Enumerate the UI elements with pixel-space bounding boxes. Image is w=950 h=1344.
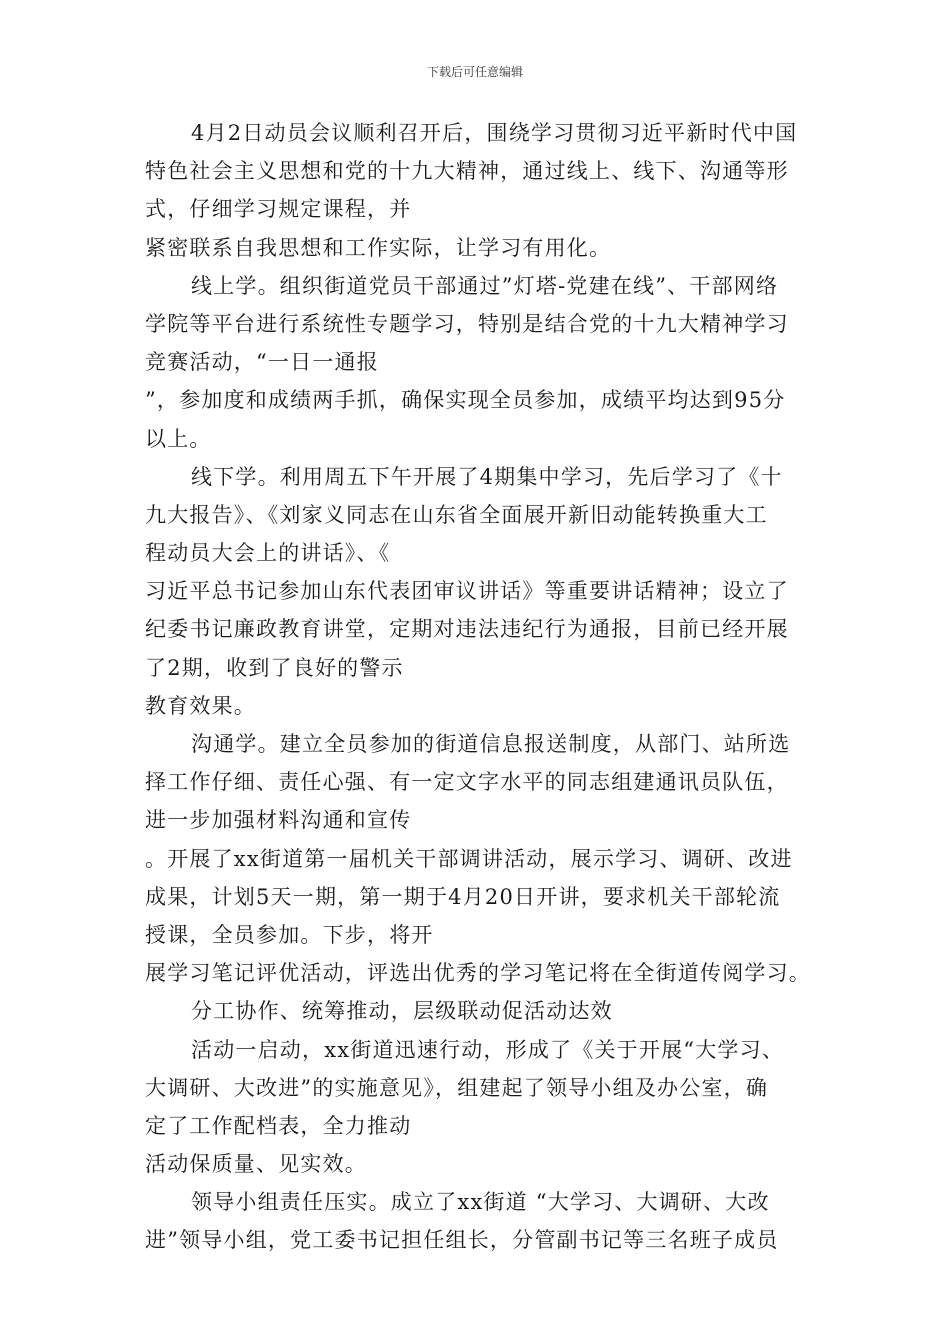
paragraph [145, 725, 815, 840]
text-line: 竞赛活动，“一日一通报 [145, 350, 379, 375]
text-line: 择工作仔细、责任心强、有一定文字水平的同志组建通讯员队伍， [145, 770, 789, 795]
paragraph [145, 1183, 815, 1259]
text-line: 程动员大会上的讲话》、《 [145, 541, 391, 566]
paragraph [145, 381, 815, 457]
text-line: 九大报告》、《刘家义同志在山东省全面展开新旧动能转换重大工 [145, 502, 768, 527]
text-line: 分工协作、统筹推动，层级联动促活动达效 [191, 999, 613, 1024]
text-line: 式，仔细学习规定课程，并 [145, 197, 412, 222]
paragraph [145, 687, 815, 725]
text-line: 进”领导小组，党工委书记担任组长，分管副书记等三名班子成员 [145, 1228, 779, 1253]
text-line: ”，参加度和成绩两手抓，确保实现全员参加，成绩平均达到95分 [145, 388, 786, 413]
text-line: 大调研、大改进”的实施意见》，组建起了领导小组及办公室，确 [145, 1075, 769, 1100]
text-line: 紧密联系自我思想和工作实际，让学习有用化。 [145, 235, 612, 260]
document-body [145, 114, 815, 1260]
text-line: 活动一启动，xx街道迅速行动，形成了《关于开展“大学习、 [191, 1037, 785, 1062]
text-line: 成果，计划5天一期，第一期于4月20日开讲，要求机关干部轮流 [145, 884, 781, 909]
page-header: 下载后可任意编辑 [426, 65, 523, 79]
paragraph [145, 992, 815, 1030]
text-line: 学院等平台进行系统性专题学习，特别是结合党的十九大精神学习 [145, 311, 789, 336]
paragraph [145, 267, 815, 382]
text-line: 特色社会主义思想和党的十九大精神，通过线上、线下、沟通等形 [145, 159, 789, 184]
paragraph [145, 229, 815, 267]
text-line: 了2期，收到了良好的警示 [145, 655, 404, 680]
text-line: 线上学。组织街道党员干部通过”灯塔-党建在线”、干部网络 [191, 273, 779, 298]
text-line: 习近平总书记参加山东代表团审议讲话》等重要讲话精神；设立了 [145, 579, 789, 604]
paragraph [145, 1031, 815, 1146]
text-line: 定了工作配档表，全力推动 [145, 1113, 412, 1138]
text-line: 沟通学。建立全员参加的街道信息报送制度，从部门、站所选 [191, 732, 791, 756]
text-line: 展学习笔记评优活动，评选出优秀的学习笔记将在全街道传阅学习。 [145, 961, 811, 986]
text-line: 进一步加强材料沟通和宣传 [145, 808, 412, 833]
text-line: 纪委书记廉政教育讲堂，定期对违法违纪行为通报，目前已经开展 [145, 617, 789, 642]
text-line: 授课，全员参加。下步，将开 [145, 922, 434, 947]
paragraph [145, 114, 815, 229]
text-line: 4月2日动员会议顺利召开后，围绕学习贯彻习近平新时代中国 [191, 121, 798, 145]
text-line: 教育效果。 [145, 693, 256, 718]
paragraph [145, 840, 815, 955]
paragraph [145, 1145, 815, 1183]
text-line: 活动保质量、见实效。 [145, 1152, 367, 1177]
text-line: 以上。 [145, 426, 212, 451]
paragraph [145, 458, 815, 573]
text-line: 。开展了xx街道第一届机关干部调讲活动，展示学习、调研、改进 [145, 846, 793, 871]
paragraph [145, 572, 815, 687]
paragraph [145, 954, 815, 992]
text-line: 领导小组责任压实。成立了xx街道 “大学习、大调研、大改 [191, 1190, 770, 1215]
text-line: 线下学。利用周五下午开展了4期集中学习，先后学习了《十 [191, 464, 783, 489]
